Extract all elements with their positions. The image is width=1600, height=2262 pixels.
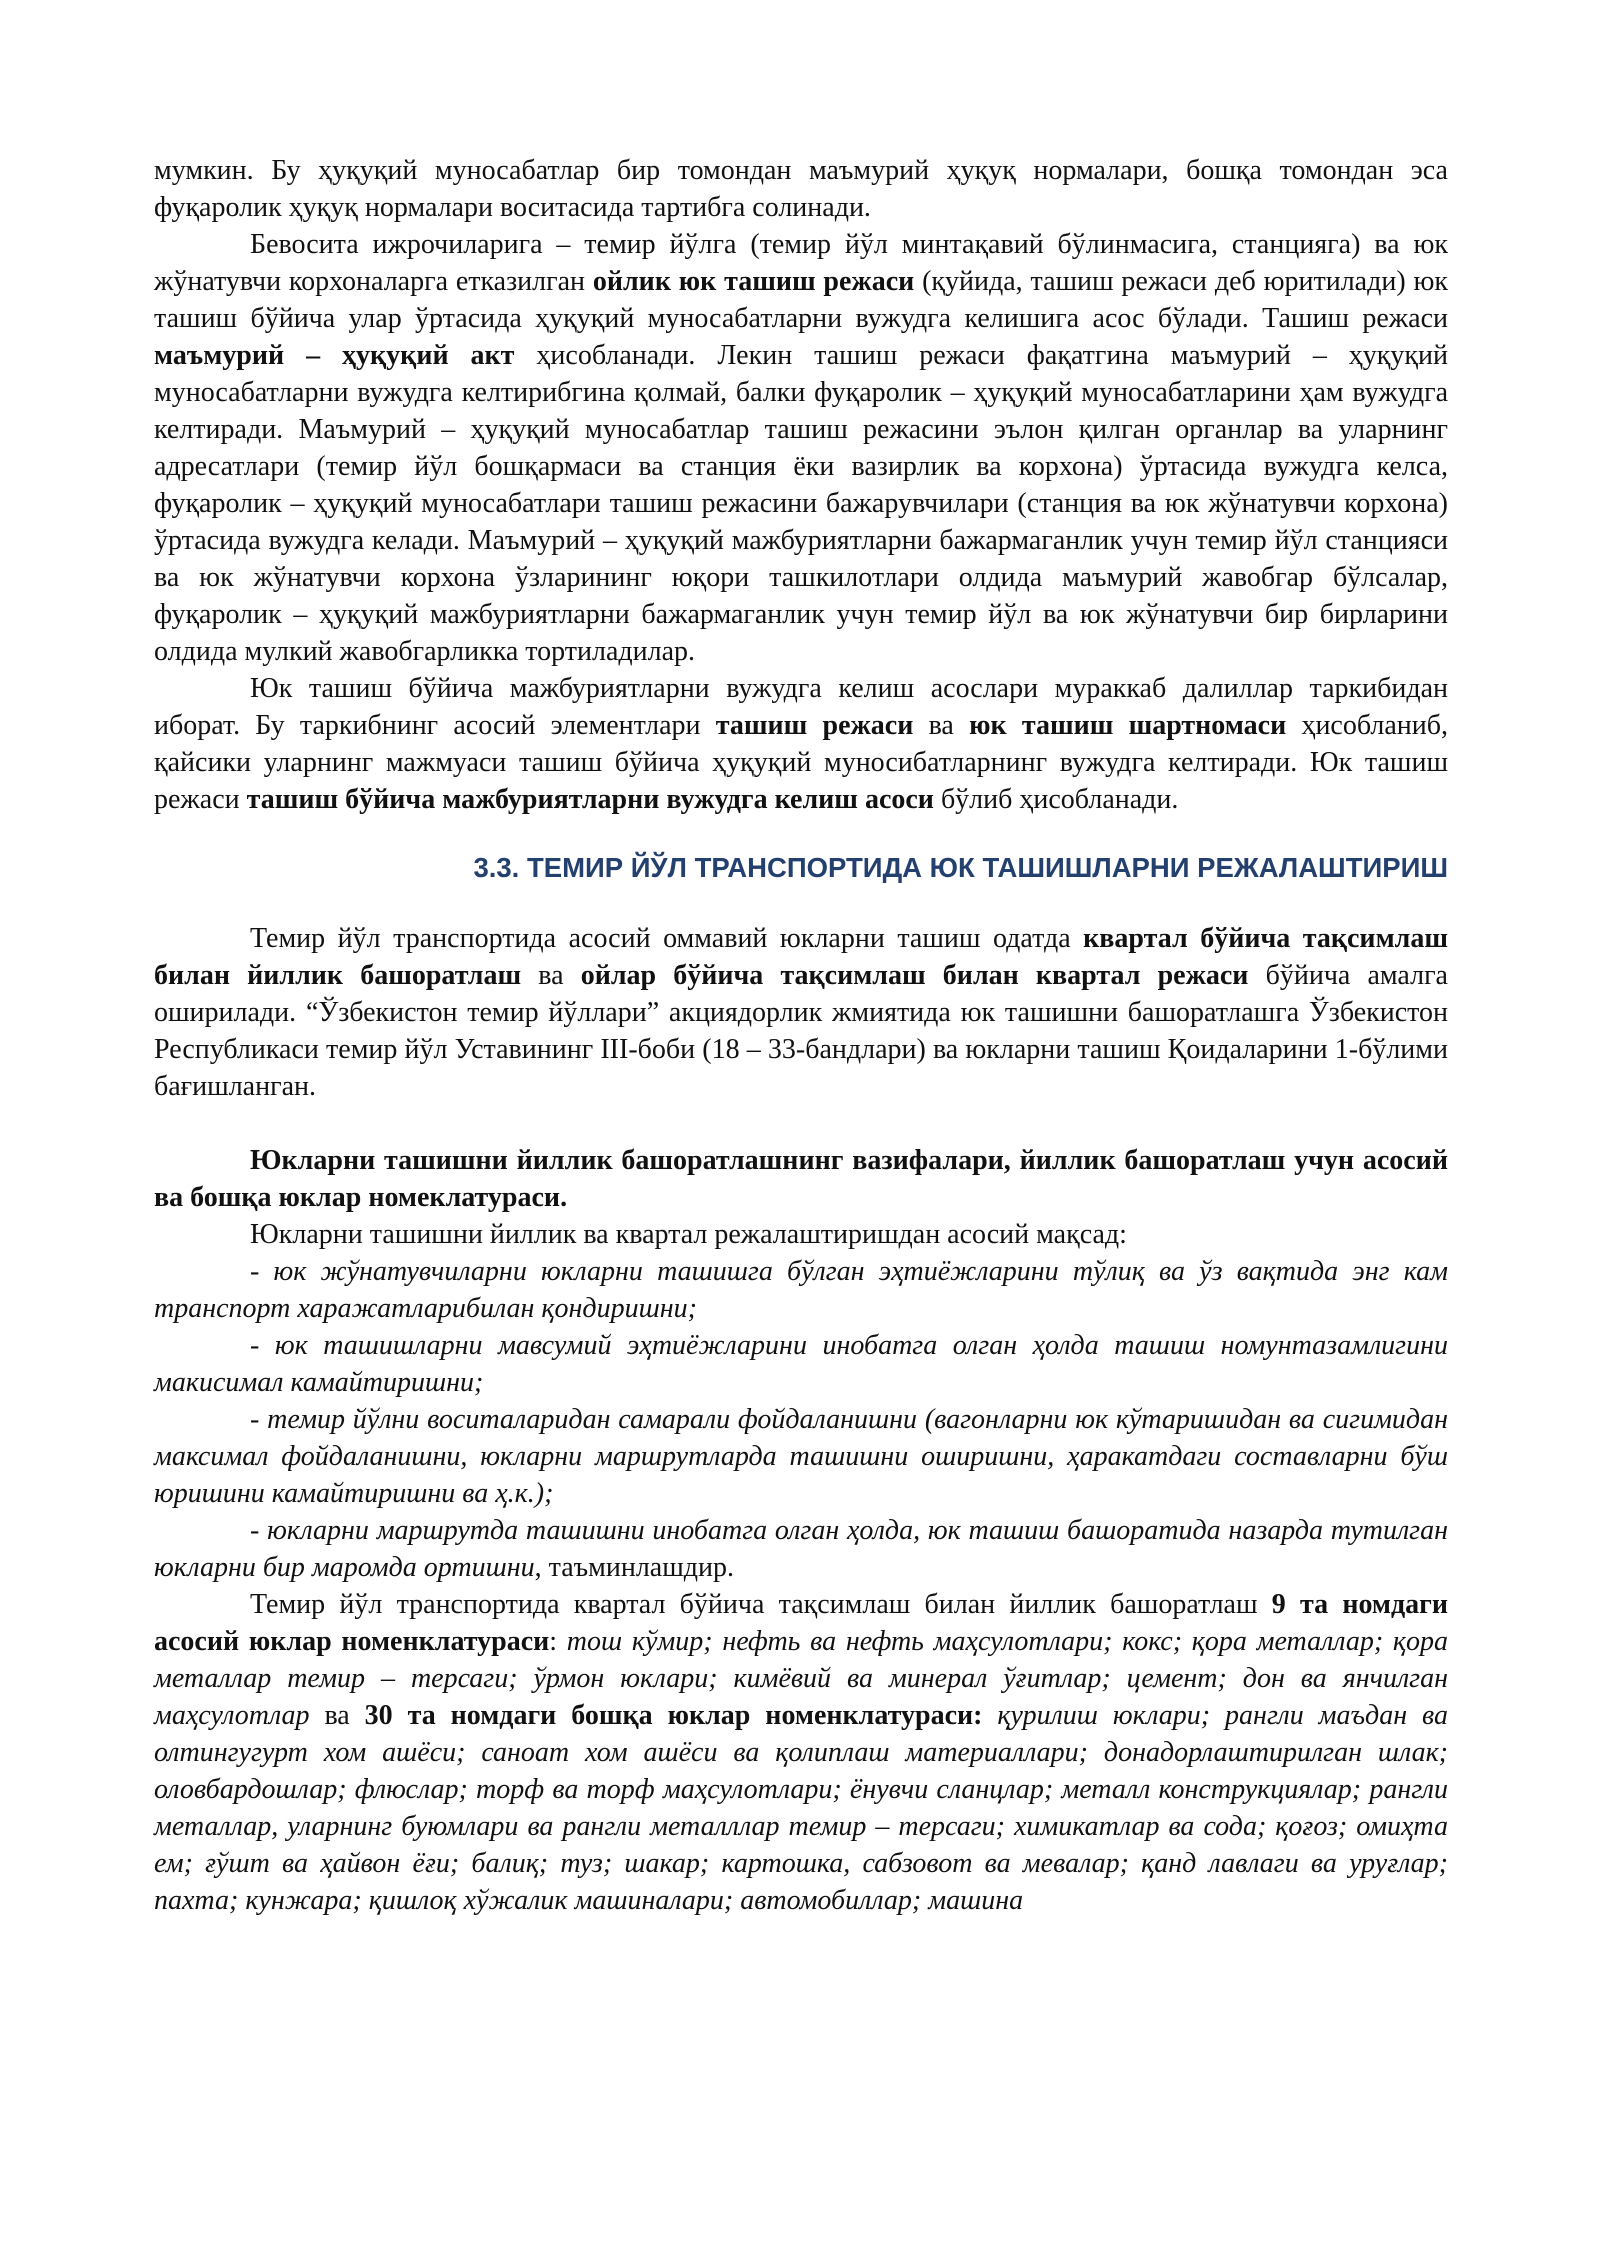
paragraph-5: Юкларни ташишни йиллик ва квартал режалаштиришдан асосий мақсад:	[250, 1219, 1127, 1250]
list-item: - юкларни маршрутда ташишни инобатга олган ҳолда, юк ташиш башоратида назарда тутилган юкларни бир маромда ортишни, таъминлашдир.	[154, 1515, 1448, 1583]
paragraph-6: Темир йўл транспортида квартал бўйича тақсимлаш билан йиллик башоратлаш 9 та номдаги асосий юклар номенклатураси: тош кўмир; нефть ва нефть маҳсулотлари; кокс; қора металлар; қора металлар темир – терсаги; ўрмон юклари; кимёвий ва минерал ўғитлар; цемент; дон ва янчилган маҳсулотлар ва 30 та номдаги бошқа юклар номенклатураси: қурилиш юклари; рангли маъдан ва олтингугурт хом ашёси; саноат хом ашёси ва қолиплаш материаллари; донадорлаштирилган шлак; оловбардошлар; флюслар; торф ва торф маҳсулотлари; ёнувчи сланцлар; металл конструкциялар; рангли металлар, уларнинг буюмлари ва рангли металллар темир – терсаги; химикатлар ва сода; қоғоз; омиҳта ем; ғўшт ва ҳайвон ёғи; балиқ; туз; шакар; картошка, сабзовот ва мевалар; қанд лавлаги ва уруғлар; пахта; кунжара; қишлоқ хўжалик машиналари; автомобиллар; машина	[154, 1589, 1449, 1916]
paragraph-4: Темир йўл транспортида асосий оммавий юкларни ташиш одатда квартал бўйича тақсимлаш билан йиллик башоратлаш ва ойлар бўйича тақсимлаш билан квартал режаси бўйича амалга оширилади. “Ўзбекистон темир йўллари” акциядорлик жмиятида юк ташишни башоратлашга Ўзбекистон Республикаси темир йўл Уставининг III-боби (18 – 33-бандлари) ва юкларни ташиш Қоидаларини 1-бўлими бағишланган.	[154, 923, 1448, 1102]
subheading: Юкларни ташишни йиллик башоратлашнинг вазифалари, йиллик башоратлаш учун асосий ва бошқа юклар номеклатураси.	[154, 1145, 1448, 1213]
paragraph-1: мумкин. Бу ҳуқуқий муносабатлар бир томондан маъмурий ҳуқуқ нормалари, бошқа томондан эса фуқаролик ҳуқуқ нормалари воситасида тартибга солинади.	[154, 155, 1448, 223]
paragraph-2: Бевосита ижрочиларига – темир йўлга (темир йўл минтақавий бўлинмасига, станцияга) ва юк жўнатувчи корхоналарга етказилган ойлик юк ташиш режаси (қуйида, ташиш режаси деб юритилади) юк ташиш бўйича улар ўртасида ҳуқуқий муносабатларни вужудга келишига асос бўлади. Ташиш режаси маъмурий – ҳуқуқий акт ҳисобланади. Лекин ташиш режаси фақатгина маъмурий – ҳуқуқий муносабатларни вужудга келтирибгина қолмай, балки фуқаролик – ҳуқуқий муносабатларини ҳам вужудга келтиради. Маъмурий – ҳуқуқий муносабатлар ташиш режасини эълон қилган органлар ва уларнинг адресатлари (темир йўл бошқармаси ва станция ёки вазирлик ва корхона) ўртасида вужудга келса, фуқаролик – ҳуқуқий муносабатлари ташиш режасини бажарувчилари (станция ва юк жўнатувчи корхона) ўртасида вужудга келади. Маъмурий – ҳуқуқий мажбуриятларни бажармаганлик учун темир йўл станцияси ва юк жўнатувчи корхона ўзларининг юқори ташкилотлари олдида маъмурий жавобгар бўлсалар, фуқаролик – ҳуқуқий мажбуриятларни бажармаганлик учун темир йўл ва юк жўнатувчи бир бирларини олдида мулкий жавобгарликка тортиладилар.	[154, 229, 1448, 667]
list-item: - темир йўлни воситаларидан самарали фойдаланишни (вагонларни юк кўтаришидан ва сигимидан максимал фойдаланишни, юкларни маршрутларда ташишни оширишни, ҳаракатдаги составларни бўш юришини камайтиришни ва ҳ.к.);	[154, 1404, 1448, 1509]
list-item: - юк ташишларни мавсумий эҳтиёжларини инобатга олган ҳолда ташиш номунтазамлигини макисимал камайтиришни;	[154, 1330, 1448, 1398]
paragraph-3: Юк ташиш бўйича мажбуриятларни вужудга келиш асослари мураккаб далиллар таркибидан иборат. Бу таркибнинг асосий элементлари ташиш режаси ва юк ташиш шартномаси ҳисобланиб, қайсики уларнинг мажмуаси ташиш бўйича ҳуқуқий муносибатларнинг вужудга келтиради. Юк ташиш режаси ташиш бўйича мажбуриятларни вужудга келиш асоси бўлиб ҳисобланади.	[154, 673, 1449, 815]
section-heading: 3.3. ТЕМИР ЙЎЛ ТРАНСПОРТИДА ЮК ТАШИШЛАРНИ РЕЖАЛАШТИРИШ	[473, 852, 1448, 883]
document-page	[154, 152, 1448, 1919]
spacer	[154, 1105, 1448, 1142]
list-item: - юк жўнатувчиларни юкларни ташишга бўлган эҳтиёжларини тўлиқ ва ўз вақтида энг кам транспорт харажатларибилан қондиришни;	[154, 1256, 1448, 1324]
